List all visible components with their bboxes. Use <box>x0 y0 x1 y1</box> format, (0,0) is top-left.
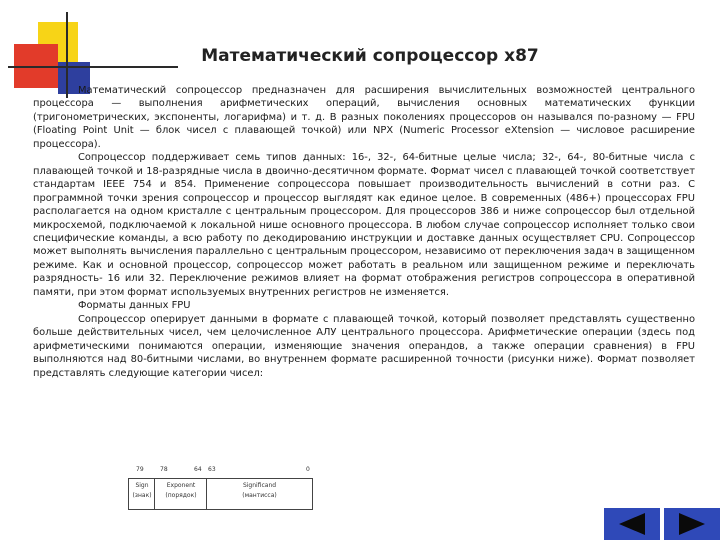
field-significand-ru: (мантисса) <box>242 492 277 499</box>
triangle-left-icon <box>615 511 649 537</box>
paragraph-intro: Математический сопроцессор предназначен для расширения вычислительных возможностей центрального процессора — выполнения арифметических операций, вычисления основных математических функции (тригонометрических, экспоненты, логарифма) и т. д. В разных поколениях процессоров он назывался по-разному — FPU (Floating Point Unit — блок чисел с плавающей точкой) или NPX (Numeric Processor eXtension — числовое расширение процессора). <box>33 85 695 150</box>
next-slide-button[interactable] <box>664 508 720 540</box>
slide-body <box>33 84 695 380</box>
prev-slide-button[interactable] <box>604 508 660 540</box>
field-exponent-name: Exponent <box>166 482 196 489</box>
paragraph-data-types: Сопроцессор поддерживает семь типов данных: 16-, 32-, 64-битные целые числа; 32-, 64-, 80-битные числа с плавающей точкой и 18-разрядные числа в двоично-десятичном формате. Формат чисел с плавающей точкой соответствует стандартам IEEE 754 и 854. Применение сопроцессора повышает производительность вычислений в сотни раз. С программной точки зрения сопроцессор и процессор выглядят как единое целое. В современных (486+) процессорах FPU располагается на одном кристалле с центральным процессором. Для процессоров 386 и ниже сопроцессор был отдельной микросхемой, подключаемой к локальной нише основного процессора. В любом случае сопроцессор исполняет только свои специфические команды, а всю работу по декодированию инструкции и доставке данных осуществляет CPU. Сопроцессор может выполнять вычисления параллельно с центральным процессором, независимо от переключения задач в защищенном режиме. Как и основной процессор, сопроцессор может работать в реальном или защищенном режиме и переключать разрядность- 16 или 32. Переключение режимов влияет на формат отображения регистров сопроцессора в оперативной памяти, при этом формат используемых внутренних регистров не изменяется. <box>33 152 695 298</box>
field-significand <box>206 478 313 510</box>
decor-horizontal-line <box>8 66 178 68</box>
paragraph-heading-formats: Форматы данных FPU <box>78 300 191 312</box>
field-exponent-ru: (порядок) <box>165 492 197 499</box>
bit-label-63: 63 <box>208 466 216 473</box>
field-exponent <box>154 478 207 510</box>
field-sign-name: Sign <box>135 482 149 489</box>
field-sign-ru: (знак) <box>132 492 152 499</box>
float-format-diagram <box>128 466 313 522</box>
paragraph-float-format: Сопроцессор оперирует данными в формате с плавающей точкой, который позволяет представлять существенно больше действительных чисел, чем целочисленное АЛУ центрального процессора. Арифметические операции (здесь под арифметическими понимаются операции, изменяющие значения операндов, а также операции сравнения) в FPU выполняются над 80-битными числами, во внутреннем формате расширенной точности (рисунки ниже). Формат позволяет представлять следующие категории чисел: <box>33 313 695 379</box>
bit-label-79: 79 <box>136 466 144 473</box>
field-significand-name: Significand <box>242 482 277 489</box>
bit-label-64: 64 <box>194 466 202 473</box>
slide-title: Математический сопроцессор x87 <box>201 46 539 66</box>
field-sign <box>128 478 155 510</box>
triangle-right-icon <box>675 511 709 537</box>
bit-label-78: 78 <box>160 466 168 473</box>
bit-label-0: 0 <box>306 466 310 473</box>
